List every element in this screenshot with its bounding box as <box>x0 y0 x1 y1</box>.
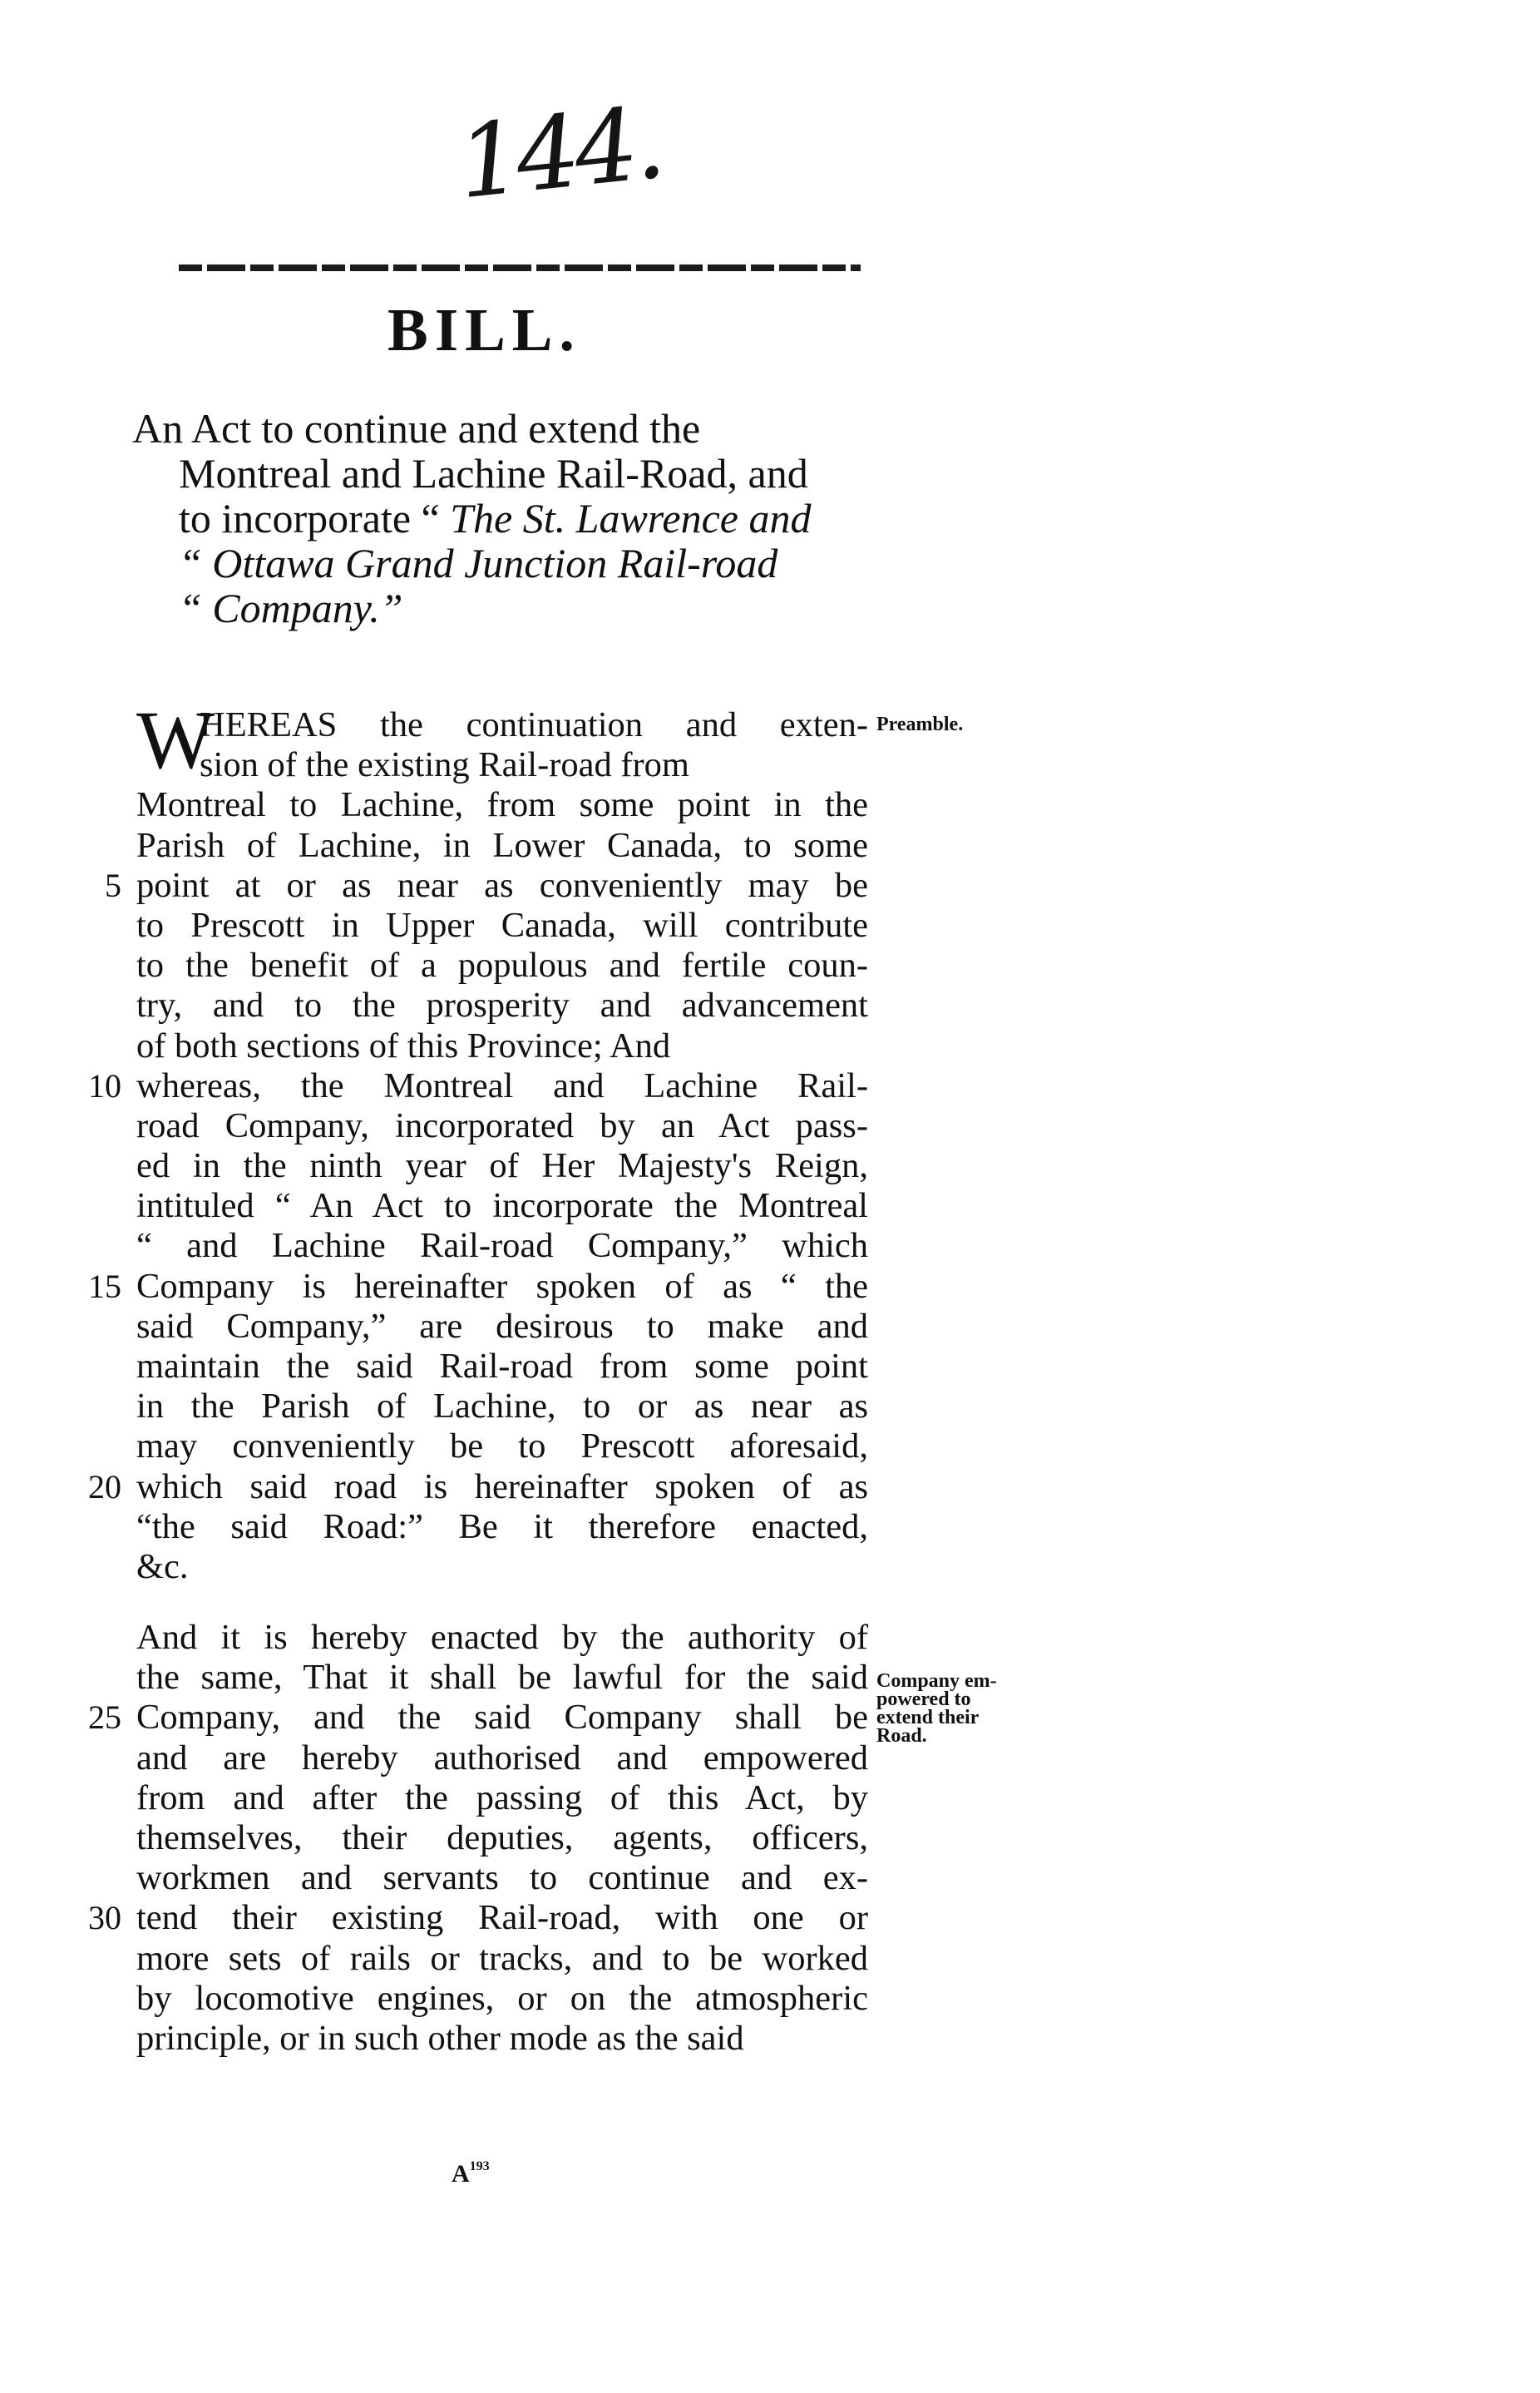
line-number: 10 <box>88 1066 121 1105</box>
preamble-line-text: to Prescott in Upper Canada, will contribute <box>136 905 868 945</box>
preamble-line-text: in the Parish of Lachine, to or as near as <box>136 1387 868 1426</box>
preamble-line-text: HEREAS the continuation and exten- <box>200 705 868 744</box>
enactment-line-text: and are hereby authorised and empowered <box>136 1738 868 1777</box>
enactment-line-text: workmen and servants to continue and ex- <box>136 1858 868 1898</box>
line-number: 5 <box>105 866 121 904</box>
enactment-line <box>88 1898 868 1938</box>
enactment-line <box>136 1818 868 1858</box>
preamble-line <box>136 1347 868 1387</box>
enactment-line-text: from and after the passing of this Act, by <box>136 1777 868 1817</box>
enactment-line-text: by locomotive engines, or on the atmospheric <box>136 1978 868 2018</box>
margin-note-line: powered to <box>876 1688 971 1710</box>
preamble-line-text: “the said Road:” Be it therefore enacted, <box>136 1506 868 1546</box>
enactment-line-text: themselves, their deputies, agents, officers, <box>136 1817 868 1857</box>
enactment-line <box>136 1778 868 1818</box>
preamble-line <box>136 745 868 785</box>
enactment-line <box>136 2019 868 2059</box>
enactment-line <box>136 1858 868 1898</box>
preamble-line <box>88 1466 868 1507</box>
enactment-line <box>88 1698 868 1738</box>
enactment-line <box>136 1979 868 2019</box>
preamble-line-text: ed in the ninth year of Her Majesty's Reign, <box>136 1146 868 1186</box>
preamble-line-text: sion of the existing Rail-road from <box>200 745 689 785</box>
enactment-line-text: principle, or in such other mode as the said <box>136 2018 744 2058</box>
preamble-line-text: Company is hereinafter spoken of as “ the <box>136 1266 868 1306</box>
line-number: 25 <box>88 1698 121 1737</box>
enactment-line <box>136 1738 868 1778</box>
enactment-line-text: tend their existing Rail-road, with one or <box>136 1898 868 1938</box>
signature-mark <box>452 2160 490 2187</box>
enactment-line-text: Company, and the said Company shall be <box>136 1698 868 1738</box>
preamble-line <box>136 1307 868 1347</box>
preamble-line <box>136 906 868 946</box>
enactment-line-text: more sets of rails or tracks, and to be worked <box>136 1938 868 1978</box>
preamble-line-text: which said road is hereinafter spoken of as <box>136 1466 868 1506</box>
preamble-line-text: try, and to the prosperity and advancement <box>136 986 868 1026</box>
preamble-line <box>136 785 868 825</box>
preamble-line <box>136 1547 868 1587</box>
preamble-line <box>136 826 868 866</box>
enactment-line-text: the same, That it shall be lawful for the said <box>136 1658 868 1698</box>
line-number: 30 <box>88 1899 121 1937</box>
preamble-line <box>88 1065 868 1106</box>
signature-letter: A <box>452 2160 470 2188</box>
margin-note-line: extend their <box>876 1707 980 1728</box>
margin-note-line: Company em- <box>876 1670 997 1692</box>
preamble-line <box>136 986 868 1026</box>
enactment-line-text: And it is hereby enacted by the authority of <box>136 1618 868 1657</box>
line-number: 15 <box>88 1267 121 1305</box>
preamble-line-text: &c. <box>136 1546 189 1586</box>
title-line-1: An Act to continue and extend the <box>132 405 701 452</box>
preamble-line-text: “ and Lachine Rail-road Company,” which <box>136 1226 868 1266</box>
preamble-line-text: maintain the said Rail-road from some point <box>136 1347 868 1386</box>
preamble-line <box>88 1266 868 1307</box>
enactment-paragraph <box>88 1618 868 2059</box>
preamble-line <box>136 1026 868 1066</box>
title-line-2: Montreal and Lachine Rail-Road, and <box>179 450 808 497</box>
preamble-line-text: of both sections of this Province; And <box>136 1026 671 1065</box>
header-rule <box>179 265 861 271</box>
preamble-line-text: intituled “ An Act to incorporate the Montreal <box>136 1186 868 1226</box>
preamble-line-text: Montreal to Lachine, from some point in the <box>136 785 868 825</box>
margin-note-preamble: Preamble. <box>876 714 964 735</box>
margin-note-line: Road. <box>876 1725 927 1747</box>
margin-note-company-powers <box>876 1672 997 1745</box>
line-number: 20 <box>88 1467 121 1506</box>
drop-cap: W <box>136 694 215 786</box>
preamble-line <box>136 1106 868 1146</box>
preamble-line <box>136 946 868 986</box>
title-line-3 <box>179 496 811 541</box>
preamble-line <box>136 1186 868 1226</box>
title-line-4: “ Ottawa Grand Junction Rail-road <box>179 540 778 586</box>
preamble-line-text: said Company,” are desirous to make and <box>136 1306 868 1346</box>
preamble-line-text: Parish of Lachine, in Lower Canada, to some <box>136 825 868 865</box>
preamble-line <box>136 1146 868 1186</box>
handwritten-page-number: 144. <box>452 85 666 222</box>
preamble-line <box>136 1226 868 1266</box>
preamble-line-text: whereas, the Montreal and Lachine Rail- <box>136 1065 868 1105</box>
preamble-line-text: to the benefit of a populous and fertile coun- <box>136 946 868 986</box>
preamble-line <box>105 865 868 906</box>
title-line-5: “ Company.” <box>179 585 403 631</box>
signature-number: 193 <box>469 2159 490 2173</box>
preamble-line <box>136 705 868 745</box>
enactment-line <box>136 1618 868 1658</box>
preamble-line-text: road Company, incorporated by an Act pass- <box>136 1105 868 1145</box>
preamble-line <box>136 1507 868 1547</box>
preamble-line <box>136 1426 868 1466</box>
enactment-line <box>136 1658 868 1698</box>
title-line-3-italic: The St. Lawrence and <box>450 495 812 541</box>
preamble-line-text: point at or as near as conveniently may be <box>136 865 868 905</box>
preamble-paragraph <box>88 705 868 1587</box>
enactment-line <box>136 1939 868 1979</box>
preamble-line <box>136 1387 868 1426</box>
bill-heading: BILL. <box>387 296 581 363</box>
title-line-3-prefix: to incorporate “ <box>179 495 451 541</box>
preamble-line-text: may conveniently be to Prescott aforesaid, <box>136 1426 868 1466</box>
